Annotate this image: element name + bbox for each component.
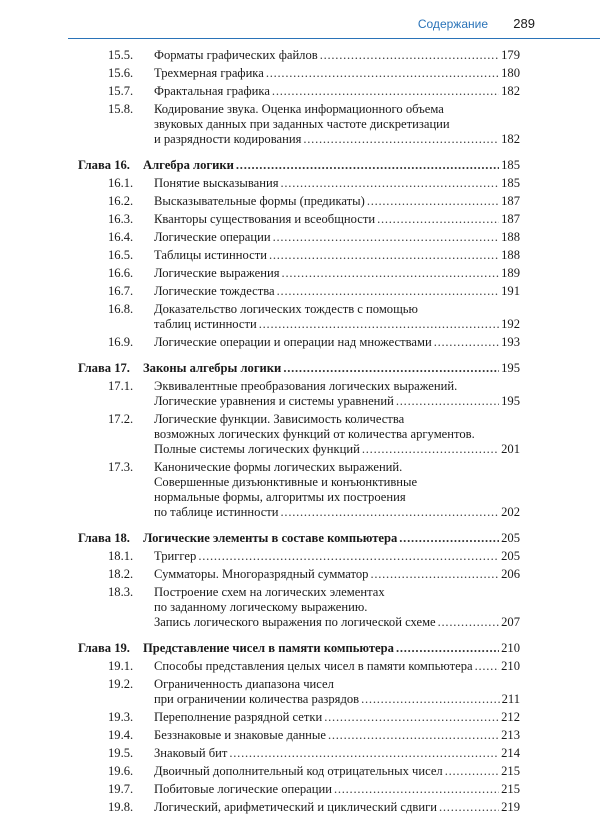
toc-section[interactable] [78,248,520,263]
toc-section[interactable] [78,800,520,815]
section-title [154,764,520,779]
title-line: Трехмерная графика [154,66,264,80]
toc-section[interactable] [78,549,520,564]
dot-leader [328,728,499,743]
section-number: 17.3. [108,460,134,474]
toc-page-number[interactable]: 179 [501,48,520,62]
section-title [154,284,520,299]
toc-page-number[interactable]: 201 [501,442,520,456]
toc-section[interactable] [78,782,520,797]
title-line: Двоичный дополнительный код отрицательных чисел [154,764,443,778]
section-number: 16.8. [108,302,134,316]
title-line: Сумматоры. Многоразрядный сумматор [154,567,369,581]
toc-section[interactable] [78,335,520,350]
section-title [154,230,520,245]
section-number: 19.7. [108,782,134,796]
title-line: Совершенные дизъюнктивные и конъюнктивные [154,475,418,489]
toc-chapter[interactable] [78,361,520,376]
chapter-number: Глава 17. [78,361,130,375]
dot-leader [269,248,499,263]
section-title [154,659,520,674]
dot-leader [283,361,499,376]
toc-page-number[interactable]: 180 [501,66,520,80]
toc-page-number[interactable]: 205 [501,549,520,563]
section-title [154,379,520,409]
title-line: Высказывательные формы (предикаты) [154,194,365,208]
table-of-contents [78,45,520,815]
section-title [154,335,520,350]
title-line: таблиц истинности [154,317,257,331]
section-number: 16.4. [108,230,134,244]
dot-leader [324,710,499,725]
section-number: 16.6. [108,266,134,280]
section-number: 15.6. [108,66,134,80]
toc-section[interactable] [78,728,520,743]
section-number: 16.2. [108,194,134,208]
dot-leader [273,230,500,245]
toc-page-number[interactable]: 219 [501,800,520,814]
dot-leader [396,641,499,656]
toc-section[interactable] [78,460,520,520]
dot-leader [370,567,499,582]
section-number: 19.6. [108,764,134,778]
section-title [154,585,520,630]
section-number: 19.2. [108,677,134,691]
section-title [154,728,520,743]
chapter-number: Глава 18. [78,531,130,545]
page-number: 289 [513,16,535,31]
title-line: Запись логического выражения по логической схеме [154,615,436,629]
title-line: по заданному логическому выражению. [154,600,368,614]
toc-page-number[interactable]: 193 [501,335,520,349]
section-title [154,677,520,707]
section-title [154,549,520,564]
section-number: 19.1. [108,659,134,673]
toc-page-number[interactable]: 215 [501,764,520,778]
title-line: Логические операции и операции над множествами [154,335,432,349]
chapter-title [143,641,520,656]
section-title [154,782,520,797]
toc-section[interactable] [78,567,520,582]
toc-chapter[interactable] [78,531,520,546]
section-title [154,102,520,147]
toc-page-number[interactable]: 210 [501,659,520,673]
section-title [154,302,520,332]
section-title [154,266,520,281]
dot-leader [198,549,499,564]
dot-leader [439,800,499,815]
title-line: возможных логических функций от количества аргументов. [154,427,475,441]
section-title [154,412,520,457]
title-line: Логические элементы в составе компьютера [143,531,398,545]
section-number: 16.7. [108,284,134,298]
dot-leader [396,394,499,409]
toc-section[interactable] [78,710,520,725]
section-number: 17.2. [108,412,134,426]
title-line: Таблицы истинности [154,248,267,262]
section-number: 19.4. [108,728,134,742]
title-line: Построение схем на логических элементах [154,585,385,599]
toc-page-number[interactable]: 214 [501,746,520,760]
section-number: 17.1. [108,379,134,393]
title-line: Полные системы логических функций [154,442,360,456]
toc-page-number[interactable]: 192 [501,317,520,331]
section-number: 16.3. [108,212,134,226]
section-number: 16.9. [108,335,134,349]
section-title [154,176,520,191]
title-line: Алгебра логики [143,158,234,172]
section-title [154,460,520,520]
dot-leader [229,746,499,761]
chapter-number: Глава 16. [78,158,130,172]
toc-page-number[interactable]: 211 [501,692,520,706]
chapter-number: Глава 19. [78,641,130,655]
dot-leader [475,659,500,674]
section-title [154,84,520,99]
section-number: 15.7. [108,84,134,98]
toc-section[interactable] [78,764,520,779]
toc-section[interactable] [78,84,520,99]
toc-page-number[interactable]: 182 [501,132,520,146]
toc-page-number[interactable]: 206 [501,567,520,581]
toc-chapter[interactable] [78,641,520,656]
dot-leader [281,505,500,520]
toc-page-number[interactable]: 189 [501,266,520,280]
section-title [154,746,520,761]
toc-page-number[interactable]: 188 [501,230,520,244]
title-line: Способы представления целых чисел в памяти компьютера [154,659,473,673]
toc-section[interactable] [78,102,520,147]
toc-chapter[interactable] [78,158,520,173]
toc-page-number[interactable]: 215 [501,782,520,796]
toc-page-number[interactable]: 195 [501,361,520,375]
title-line: Представление чисел в памяти компьютера [143,641,394,655]
section-number: 18.1. [108,549,134,563]
running-head-section: Содержание [417,17,488,31]
section-title [154,800,520,815]
section-title [154,194,520,209]
title-line: Логический, арифметический и циклический сдвиги [154,800,437,814]
title-line: Доказательство логических тождеств с помощью [154,302,418,316]
dot-leader [334,782,499,797]
toc-section[interactable] [78,585,520,630]
dot-leader [377,212,499,227]
toc-page-number[interactable]: 212 [501,710,520,724]
chapter-title [143,361,520,376]
dot-leader [266,66,499,81]
chapter-title [143,158,520,173]
title-line: Знаковый бит [154,746,228,760]
dot-leader [362,442,499,457]
toc-page-number[interactable]: 205 [501,531,520,545]
section-title [154,710,520,725]
dot-leader [281,176,500,191]
dot-leader [259,317,499,332]
title-line: Ограниченность диапазона чисел [154,677,334,691]
dot-leader [303,132,499,147]
title-line: Канонические формы логических выражений. [154,460,403,474]
toc-section[interactable] [78,212,520,227]
title-line: Триггер [154,549,197,563]
dot-leader [272,84,499,99]
page-header [0,0,600,44]
dot-leader [282,266,500,281]
dot-leader [399,531,499,546]
title-line: Логические тождества [154,284,275,298]
dot-leader [445,764,499,779]
toc-page-number[interactable]: 207 [501,615,520,629]
title-line: Кодирование звука. Оценка информационного объема [154,102,444,116]
chapter-title [143,531,520,546]
dot-leader [361,692,499,707]
section-number: 15.5. [108,48,134,62]
toc-section[interactable] [78,412,520,457]
title-line: при ограничении количества разрядов [154,692,360,706]
title-line: звуковых данных при заданных частоте дискретизации [154,117,450,131]
dot-leader [367,194,499,209]
title-line: и разрядности кодирования [154,132,302,146]
title-line: Беззнаковые и знаковые данные [154,728,326,742]
toc-page-number[interactable]: 187 [501,194,520,208]
title-line: Понятие высказывания [154,176,279,190]
title-line: Логические функции. Зависимость количества [154,412,405,426]
section-title [154,212,520,227]
section-title [154,248,520,263]
title-line: по таблице истинности [154,505,279,519]
toc-section[interactable] [78,48,520,63]
dot-leader [320,48,499,63]
toc-page-number[interactable]: 187 [501,212,520,226]
toc-section[interactable] [78,746,520,761]
title-line: Логические уравнения и системы уравнений [154,394,394,408]
toc-section[interactable] [78,302,520,332]
toc-page-number[interactable]: 182 [501,84,520,98]
dot-leader [236,158,499,173]
section-number: 19.5. [108,746,134,760]
title-line: Логические операции [154,230,271,244]
dot-leader [277,284,499,299]
title-line: Логические выражения [154,266,280,280]
toc-section[interactable] [78,379,520,409]
toc-section[interactable] [78,284,520,299]
title-line: Кванторы существования и всеобщности [154,212,376,226]
toc-page-number[interactable]: 202 [501,505,520,519]
toc-page-number[interactable]: 185 [501,176,520,190]
title-line: нормальные формы, алгоритмы их построения [154,490,406,504]
toc-page-number[interactable]: 213 [501,728,520,742]
header-divider [68,38,600,39]
section-number: 18.3. [108,585,134,599]
title-line: Форматы графических файлов [154,48,318,62]
section-number: 15.8. [108,102,134,116]
dot-leader [438,615,499,630]
section-title [154,48,520,63]
section-number: 19.3. [108,710,134,724]
toc-section[interactable] [78,677,520,707]
title-line: Законы алгебры логики [143,361,282,375]
dot-leader [434,335,499,350]
section-number: 18.2. [108,567,134,581]
title-line: Переполнение разрядной сетки [154,710,323,724]
toc-section[interactable] [78,659,520,674]
toc-section[interactable] [78,176,520,191]
title-line: Фрактальная графика [154,84,270,98]
title-line: Эквивалентные преобразования логических выражений. [154,379,458,393]
section-title [154,66,520,81]
toc-section[interactable] [78,66,520,81]
toc-page-number[interactable]: 210 [501,641,520,655]
section-number: 19.8. [108,800,134,814]
section-number: 16.1. [108,176,134,190]
toc-section[interactable] [78,266,520,281]
section-number: 16.5. [108,248,134,262]
toc-section[interactable] [78,194,520,209]
toc-page-number[interactable]: 195 [501,394,520,408]
toc-page-number[interactable]: 185 [501,158,520,172]
toc-page-number[interactable]: 188 [501,248,520,262]
title-line: Побитовые логические операции [154,782,332,796]
section-title [154,567,520,582]
toc-section[interactable] [78,230,520,245]
toc-page-number[interactable]: 191 [501,284,520,298]
